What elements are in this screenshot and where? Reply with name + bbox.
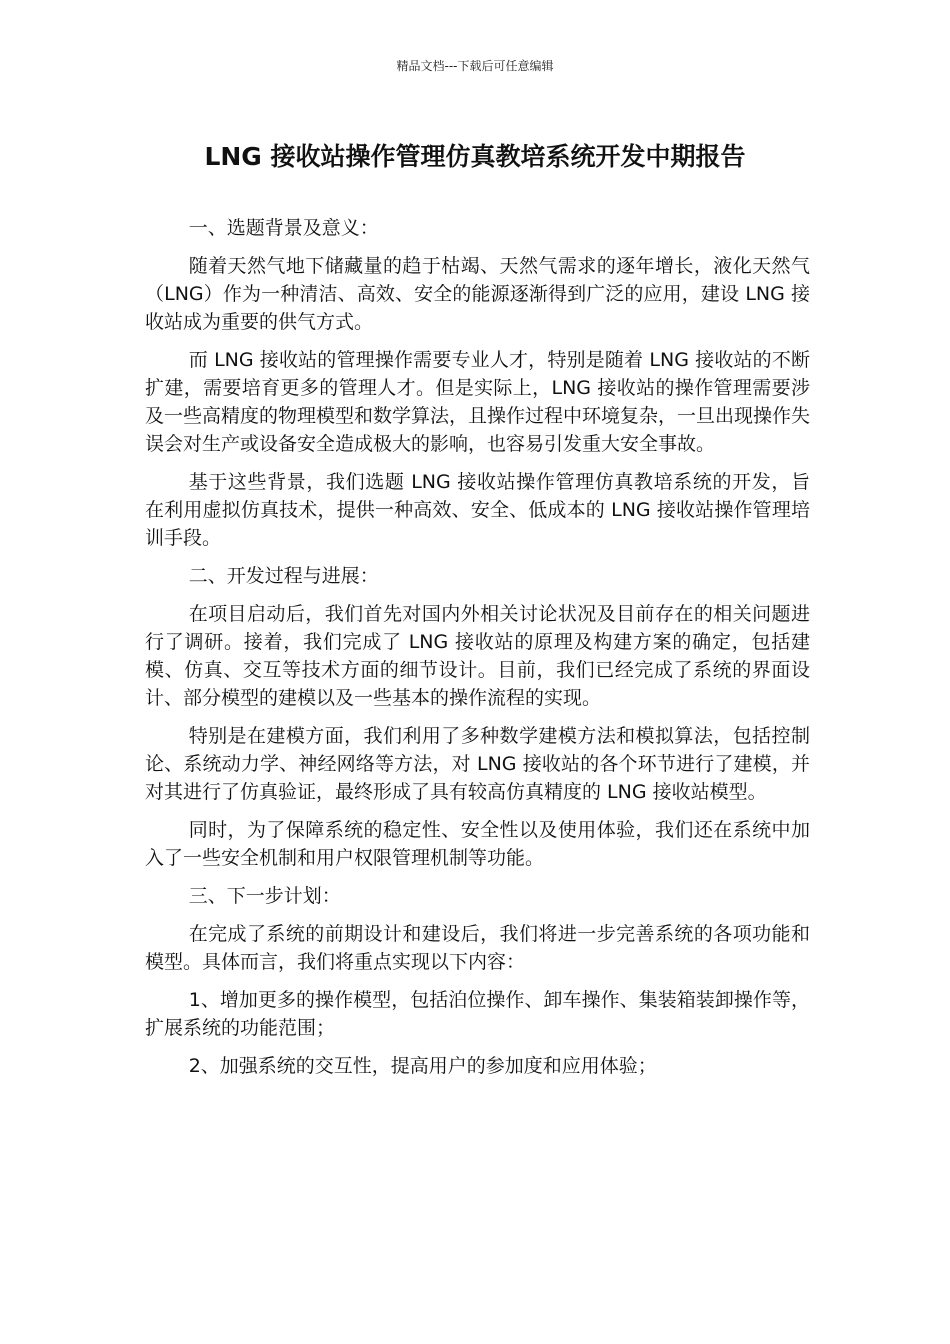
section-heading-next-steps: 三、下一步计划： xyxy=(188,885,341,907)
paragraph: 特别是在建模方面，我们利用了多种数学建模方法和模拟算法，包括控制论、系统动力学、神经网络等方法，对 LNG 接收站的各个环节进行了建模，并对其进行了仿真验证，最终形成了具有较高仿真精度的 LNG 接收站模型。 xyxy=(145,725,810,803)
paragraph: 在项目启动后，我们首先对国内外相关讨论状况及目前存在的相关问题进行了调研。接着，我们完成了 LNG 接收站的原理及构建方案的确定，包括建模、仿真、交互等技术方面的细节设计。目前，我们已经完成了系统的界面设计、部分模型的建模以及一些基本的操作流程的实现。 xyxy=(145,603,810,709)
paragraph: 而 LNG 接收站的管理操作需要专业人才，特别是随着 LNG 接收站的不断扩建，需要培育更多的管理人才。但是实际上，LNG 接收站的操作管理需要涉及一些高精度的物理模型和数学算法，且操作过程中环境复杂，一旦出现操作失误会对生产或设备安全造成极大的影响，也容易引发重大安全事故。 xyxy=(145,349,811,455)
header-note: 精品文档---下载后可任意编辑 xyxy=(396,59,554,73)
document-title: LNG 接收站操作管理仿真教培系统开发中期报告 xyxy=(204,142,746,171)
paragraph: 随着天然气地下储藏量的趋于枯竭、天然气需求的逐年增长，液化天然气（LNG）作为一种清洁、高效、安全的能源逐渐得到广泛的应用，建设 LNG 接收站成为重要的供气方式。 xyxy=(145,255,810,333)
list-item: 1、增加更多的操作模型，包括泊位操作、卸车操作、集装箱装卸操作等，扩展系统的功能范围； xyxy=(145,989,810,1039)
list-item: 2、加强系统的交互性，提高用户的参加度和应用体验； xyxy=(188,1055,657,1077)
paragraph: 基于这些背景，我们选题 LNG 接收站操作管理仿真教培系统的开发，旨在利用虚拟仿真技术，提供一种高效、安全、低成本的 LNG 接收站操作管理培训手段。 xyxy=(145,471,810,549)
section-heading-background: 一、选题背景及意义： xyxy=(188,217,379,239)
paragraph: 同时，为了保障系统的稳定性、安全性以及使用体验，我们还在系统中加入了一些安全机制和用户权限管理机制等功能。 xyxy=(145,819,810,869)
document-body xyxy=(145,214,810,1090)
paragraph: 在完成了系统的前期设计和建设后，我们将进一步完善系统的各项功能和模型。具体而言，我们将重点实现以下内容： xyxy=(145,923,810,973)
section-heading-progress: 二、开发过程与进展： xyxy=(188,565,379,587)
